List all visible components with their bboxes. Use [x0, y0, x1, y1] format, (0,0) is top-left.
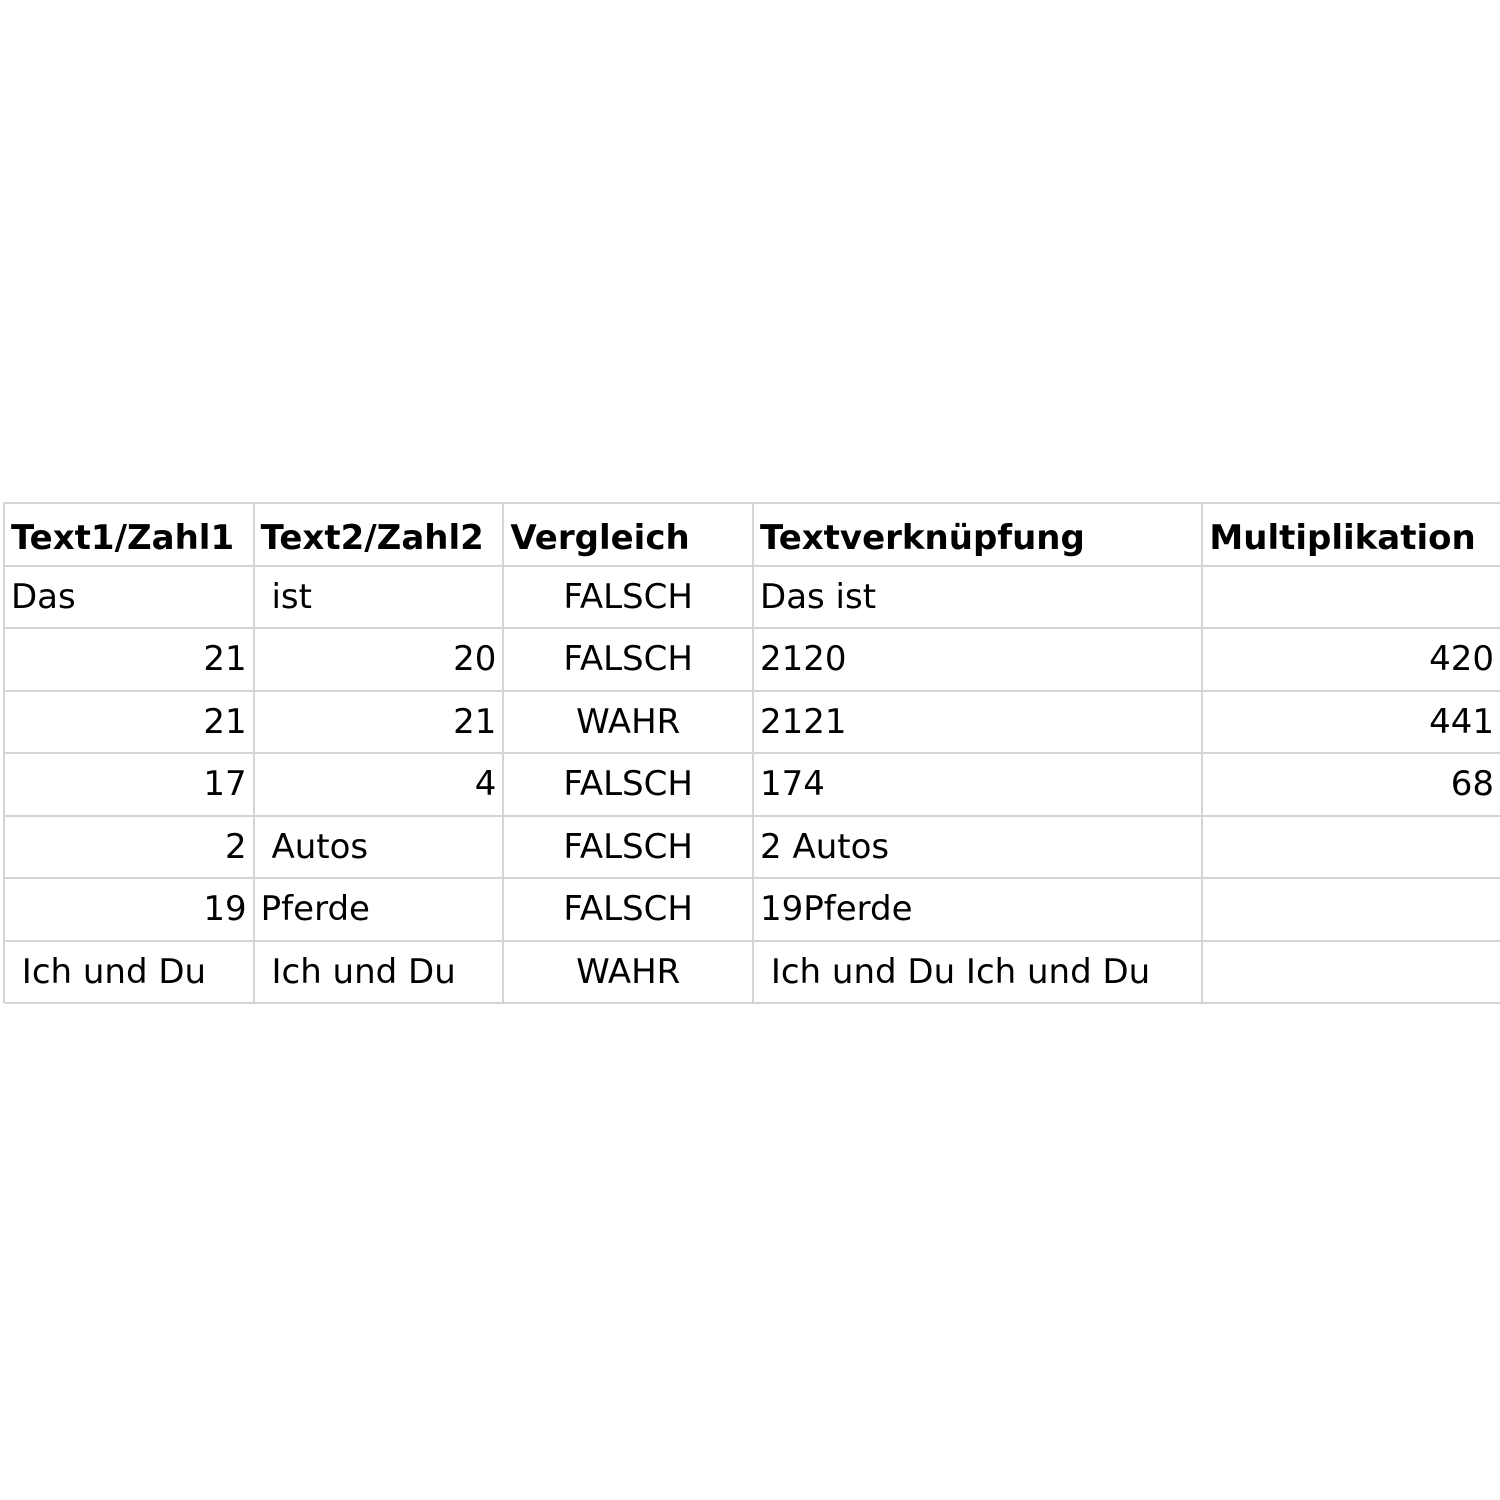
cell-multiplikation[interactable] [1203, 567, 1500, 630]
cell-text2-zahl2[interactable]: 4 [255, 754, 505, 817]
cell-textverknuepfung[interactable]: 2120 [754, 629, 1203, 692]
spreadsheet-table [3, 502, 1500, 1003]
cell-textverknuepfung[interactable]: 2 Autos [754, 817, 1203, 880]
table-row [5, 879, 1500, 942]
cell-text2-zahl2[interactable]: Ich und Du [255, 942, 505, 1005]
cell-vergleich[interactable]: FALSCH [504, 567, 754, 630]
cell-vergleich[interactable]: FALSCH [504, 817, 754, 880]
cell-multiplikation[interactable]: 441 [1203, 692, 1500, 755]
cell-vergleich[interactable]: WAHR [504, 692, 754, 755]
cell-vergleich[interactable]: WAHR [504, 942, 754, 1005]
cell-multiplikation[interactable] [1203, 817, 1500, 880]
header-row [5, 504, 1500, 567]
table-row [5, 629, 1500, 692]
header-cell-textverknuepfung[interactable]: Textverknüpfung [754, 504, 1203, 567]
header-cell-multiplikation[interactable]: Multiplikation [1203, 504, 1500, 567]
cell-multiplikation[interactable]: 68 [1203, 754, 1500, 817]
table-row [5, 692, 1500, 755]
cell-text1-zahl1[interactable]: 21 [5, 629, 255, 692]
cell-text1-zahl1[interactable]: 21 [5, 692, 255, 755]
cell-text1-zahl1[interactable]: Ich und Du [5, 942, 255, 1005]
table-row [5, 567, 1500, 630]
cell-text1-zahl1[interactable]: 17 [5, 754, 255, 817]
cell-vergleich[interactable]: FALSCH [504, 629, 754, 692]
cell-text2-zahl2[interactable]: 21 [255, 692, 505, 755]
cell-text2-zahl2[interactable]: Autos [255, 817, 505, 880]
cell-text2-zahl2[interactable]: 20 [255, 629, 505, 692]
cell-text1-zahl1[interactable]: Das [5, 567, 255, 630]
cell-text2-zahl2[interactable]: ist [255, 567, 505, 630]
cell-textverknuepfung[interactable]: 174 [754, 754, 1203, 817]
cell-vergleich[interactable]: FALSCH [504, 879, 754, 942]
cell-textverknuepfung[interactable]: 2121 [754, 692, 1203, 755]
cell-vergleich[interactable]: FALSCH [504, 754, 754, 817]
table-row [5, 817, 1500, 880]
cell-multiplikation[interactable] [1203, 942, 1500, 1005]
cell-text1-zahl1[interactable]: 2 [5, 817, 255, 880]
cell-textverknuepfung[interactable]: Das ist [754, 567, 1203, 630]
cell-multiplikation[interactable]: 420 [1203, 629, 1500, 692]
cell-textverknuepfung[interactable]: 19Pferde [754, 879, 1203, 942]
cell-textverknuepfung[interactable]: Ich und Du Ich und Du [754, 942, 1203, 1005]
table-row [5, 942, 1500, 1005]
header-cell-text2-zahl2[interactable]: Text2/Zahl2 [255, 504, 505, 567]
cell-text2-zahl2[interactable]: Pferde [255, 879, 505, 942]
cell-text1-zahl1[interactable]: 19 [5, 879, 255, 942]
header-cell-text1-zahl1[interactable]: Text1/Zahl1 [5, 504, 255, 567]
header-cell-vergleich[interactable]: Vergleich [504, 504, 754, 567]
cell-multiplikation[interactable] [1203, 879, 1500, 942]
table-row [5, 754, 1500, 817]
